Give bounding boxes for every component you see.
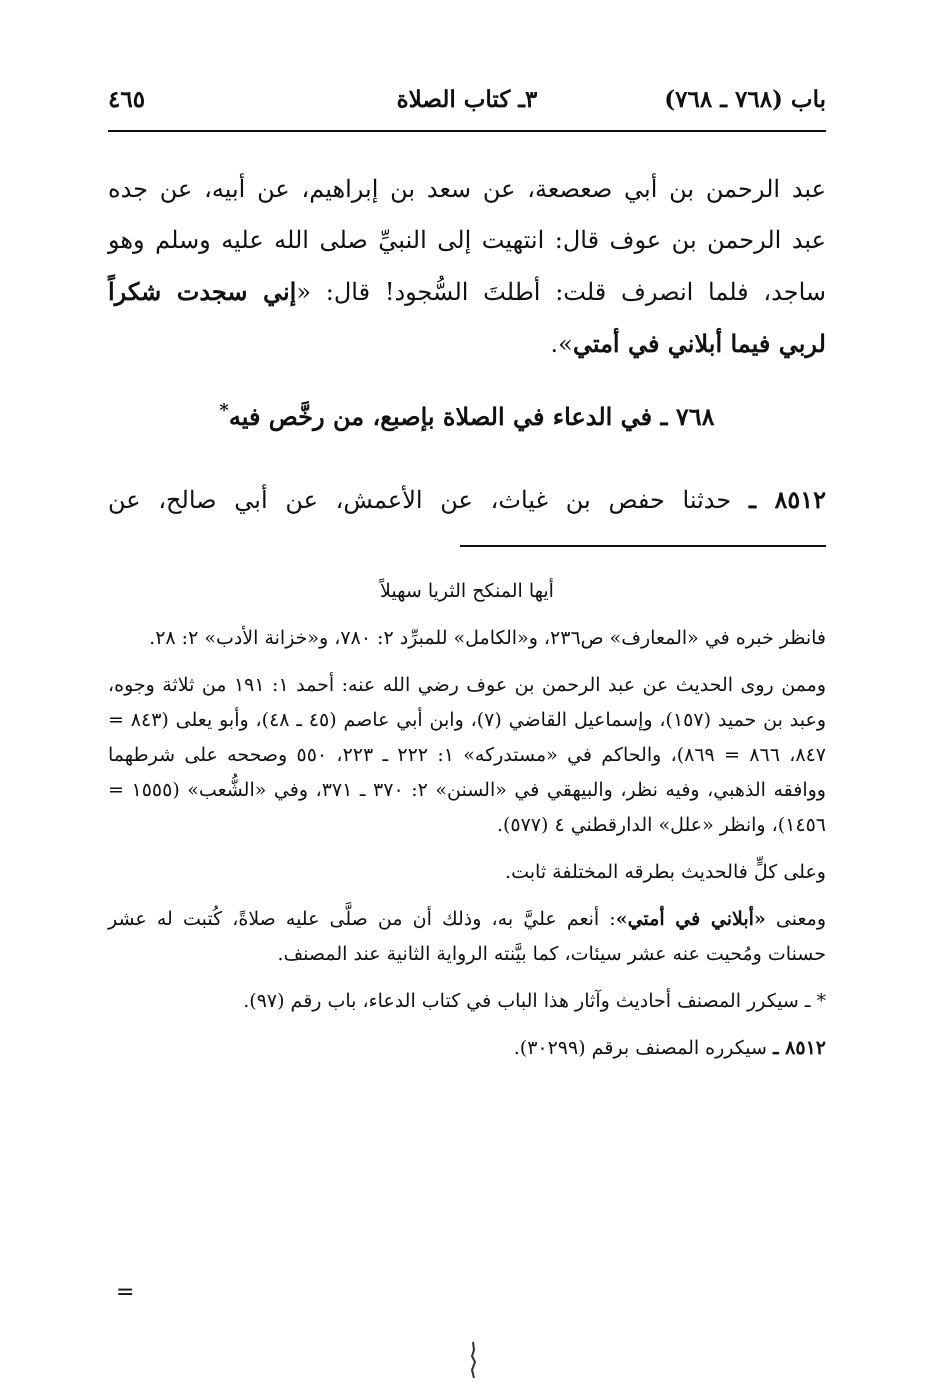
body-line: عبد الرحمن بن أبي صعصعة، عن سعد بن إبراهيم، عن أبيه، عن جده xyxy=(108,175,826,203)
hadith-footnote-number: ٨٥١٢ ـ xyxy=(772,1037,826,1059)
hadith-entry xyxy=(108,478,826,522)
hadith-number: ٨٥١٢ ـ xyxy=(748,485,826,514)
hadith-text: حدثنا حفص بن غياث، عن الأعمش، عن أبي صالح، عن xyxy=(108,486,749,514)
chapter-heading xyxy=(108,400,826,431)
prophet-quote-bold: إني سجدت شكراً xyxy=(108,277,297,306)
chapter-heading-text: ٧٦٨ ـ في الدعاء في الصلاة بإصبع، من رخَّص فيه xyxy=(228,402,715,431)
para4-bold-quote: «أبلاني في أمتي» xyxy=(615,908,766,930)
para4-rest: : أنعم عليَّ به، وذلك أن من صلَّى عليه صلاةً، كُتبت له عشر حسنات ومُحيت عنه عشر سيئات، كما بيَّنته الرواية الثانية عند المصنف. xyxy=(108,908,826,965)
footnote-paragraph xyxy=(108,902,826,972)
page-header xyxy=(108,86,826,122)
para4-start: ومعنى xyxy=(765,908,826,930)
body-line-text: ساجد، فلما انصرف قلت: أطلتَ السُّجود! قال: « xyxy=(296,278,826,306)
footnote-paragraph: فانظر خبره في «المعارف» ص٢٣٦، و«الكامل» للمبرِّد ٢: ٧٨٠، و«خزانة الأدب» ٢: ٢٨. xyxy=(149,627,826,649)
header-divider xyxy=(108,130,826,132)
prophet-quote-bold-continued: لربي فيما أبلاني في أمتي xyxy=(572,329,826,358)
hadith-footnote-text: سيكرره المصنف برقم (٣٠٢٩٩). xyxy=(513,1037,773,1059)
chapter-range: باب (٧٦٨ ـ ٧٦٨) xyxy=(664,86,826,113)
body-line xyxy=(108,318,826,370)
footnote-paragraph: وممن روى الحديث عن عبد الرحمن بن عوف رضي الله عنه: أحمد ١: ١٩١ من ثلاثة وجوه، وعبد بن حميد (١٥٧)، وإسماعيل القاضي (٧)، وابن أبي عاصم (٤٥ ـ ٤٨)، وأبو يعلى (٨٤٣ = ٨٤٧، ٨٦٦ = ٨٦٩)، والحاكم في «مستدركه» ١: ٢٢٢ ـ ٢٢٣، ٥٥٠ وصححه على شرطهما ووافقه الذهبي، وفيه نظر، والبيهقي في «السنن» ٢: ٣٧٠ ـ ٣٧١، وفي «الشُّعب» (١٥٥٥ = ١٤٥٦)، وانظر «علل» الدارقطني ٤ (٥٧٧). xyxy=(108,674,827,836)
hadith-footnote xyxy=(108,1031,826,1066)
body-line: عبد الرحمن بن عوف قال: انتهيت إلى النبيِّ صلى الله عليه وسلم وهو xyxy=(108,226,826,254)
footnote-paragraph: وعلى كلٍّ فالحديث بطرقه المختلفة ثابت. xyxy=(505,861,826,883)
main-body-text xyxy=(108,164,826,370)
footnote-divider xyxy=(460,545,826,547)
footnote-verse: أيها المنكح الثريا سهيلاً xyxy=(380,580,554,602)
body-line xyxy=(108,266,826,318)
continuation-mark: = xyxy=(116,1280,135,1305)
footnotes-section xyxy=(108,574,826,1078)
page-number: ٤٦٥ xyxy=(108,86,146,113)
book-title: ٣ـ كتاب الصلاة xyxy=(396,86,538,113)
scan-artifact xyxy=(466,1340,480,1380)
quote-close: ». xyxy=(550,330,573,358)
star-footnote: * ـ سيكرر المصنف أحاديث وآثار هذا الباب في كتاب الدعاء، باب رقم (٩٧). xyxy=(243,990,826,1012)
footnote-marker: * xyxy=(219,400,229,421)
